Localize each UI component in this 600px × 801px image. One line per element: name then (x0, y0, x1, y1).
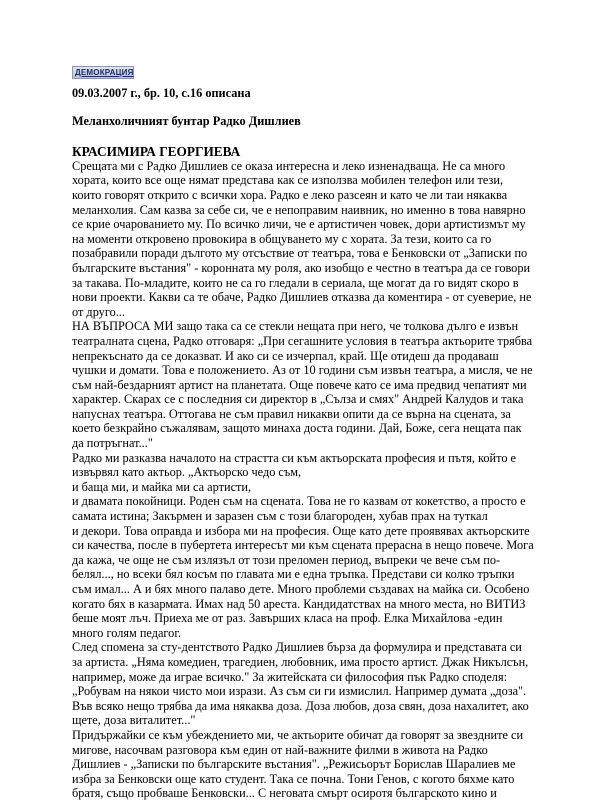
body-line: което безкрайно съжалявам, защото минаха доста години. Дай, Боже, сега нещата пак (72, 421, 522, 436)
body-line: братя, също пробваше Бенковски... С неговата смърт осиротя българското кино и (72, 786, 497, 801)
body-line: напуснах театъра. Оттогава не съм правил никакви опити да се върна на сцената, за (72, 406, 511, 421)
body-line: Във всяко нещо трябва да има някаква доза. Доза любов, доза свян, доза нахалитет, ако (72, 698, 529, 713)
body-line: нови проекти. Какви са те обаче, Радко Дишлиев отказва да коментира - от суеверие, не (72, 290, 532, 305)
body-line: хората, които все още нямат представа как се използва мобилен телефон или тези, (72, 173, 504, 188)
body-line: непрекъснато да се доказват. И ако си се изчерпал, край. Ще отидеш да продаваш (72, 348, 499, 363)
body-line: българските въстания" - коронната му роля, ако изобщо е честно в театъра да се говори (72, 260, 531, 275)
body-line: за такава. По-младите, които не са го гледали в сериала, ще могат да го видят скоро в (72, 275, 519, 290)
body-line: се крие очарованието му. По всичко личи, че е артистичен човек, дори артистизмът му (72, 217, 526, 232)
body-line: позабравили поради дългото му отсъствие от театъра, това е Бенковски от „Записки по (72, 246, 528, 261)
logo-text: ДЕМОКРАЦИЯ (75, 68, 134, 77)
body-line: съм най-бездарният артист на планетата. Още повече като се има предвид чепатият ми (72, 377, 527, 392)
newspaper-logo[interactable] (72, 66, 134, 79)
body-line: самата истина; Закърмен и заразен съм с този благороден, хубав прах на туткал (72, 509, 488, 524)
body-line: за артиста. „Няма комедиен, трагедиен, любовник, има просто артист. Джак Никълсън, (72, 654, 529, 669)
body-line: съм имал... А и бях много палаво дете. Много проблеми създавах на майка си. Особено (72, 582, 530, 596)
body-line: беше моят лъч. Приеха ме от раз. Завърших класа на проф. Елка Михайлова -един (72, 611, 503, 626)
body-line: „Робувам на някои чисто мои изрази. Аз съм си ги измислил. Например думата „доза". (72, 684, 527, 699)
body-line: избра за Бенковски още като студент. Така се почна. Тони Генов, с когото бяхме като (72, 771, 515, 786)
dateline: 09.03.2007 г., бр. 10, с.16 описана (72, 85, 251, 100)
body-line: театралната сцена, Радко отговаря: „При сегашните условия в театъра актьорите трябва (72, 333, 533, 348)
body-line: Радко ми разказва началото на страстта си към актьорската професия и пътя, който е (72, 450, 517, 465)
body-line: Придържайки се към убеждението ми, че актьорите обичат да говорят за звездните си (72, 727, 524, 742)
body-line: много голям педагог. (72, 625, 182, 640)
document-page (72, 66, 547, 801)
body-line: Срещата ми с Радко Дишлиев се оказа интересна и леко изненадваща. Не са много (72, 158, 506, 173)
body-line: чушки и домати. Това е положението. Аз от 10 години съм извън театъра, а мисля, че не (72, 363, 533, 378)
article-author: КРАСИМИРА ГЕОРГИЕВА (72, 143, 241, 159)
body-line: да потръгнат..." (72, 436, 153, 451)
body-line: и декори. Това оправда и избора ми на професия. Още като дете проявявах актьорските (72, 523, 530, 538)
body-line: да кажа, че още не съм излязъл от този преломен период, въпреки че вече съм по- (72, 552, 501, 567)
body-line: НА ВЪПРОСА МИ защо така са се стекли нещата при него, че толкова дълго е извън (72, 319, 519, 334)
body-line: характер. Скарах се с последния си директор в „Сълза и смях" Андрей Калудов и така (72, 392, 524, 407)
article-title: Меланхоличният бунтар Радко Дишлиев (72, 114, 301, 129)
body-line: мигове, насочвам разговора към един от най-важните филми в живота на Радко (72, 742, 488, 757)
article-body (72, 159, 547, 801)
body-line: които говорят открито с всички хора. Радко е леко разсеян и като че ли таи някаква (72, 187, 508, 202)
body-line: извървял като актьор. „Актьорско чедо съм, (72, 465, 302, 480)
body-line: си качества, после в пубертета интересът ми към сцената прерасна в нещо повече. Мога (72, 538, 534, 553)
body-line: от друго... (72, 304, 125, 319)
body-line: на моменти откровено провокира в общуването му с хората. За тези, които са го (72, 231, 492, 246)
body-line: След спомена за сту-дентството Радко Дишлиев бърза да формулира и представата си (72, 640, 522, 655)
body-line: меланхолия. Сам казва за себе си, че е непоправим наивник, но именно в това навярно (72, 202, 526, 217)
body-line: щете, доза виталитет..." (72, 713, 196, 728)
body-line: когато бях в казармата. Имах над 50 ареста. Кандидатствах на много места, но ВИТИЗ (72, 596, 526, 611)
body-line: например, може да играе всичко." За житейската си философия пък Радко споделя: (72, 669, 508, 684)
body-line: белял..., но всеки бял косъм по главата ми е една тръпка. Представи си колко тръпки (72, 567, 515, 582)
body-line: и баща ми, и майка ми са артисти, (72, 479, 252, 494)
body-line: Дишлиев - „Записки по българските въстания". „Режисьорът Борислав Шаралиев ме (72, 757, 516, 772)
body-line: и двамата покойници. Роден съм на сцената. Това не го казвам от кокетство, а просто е (72, 494, 526, 509)
